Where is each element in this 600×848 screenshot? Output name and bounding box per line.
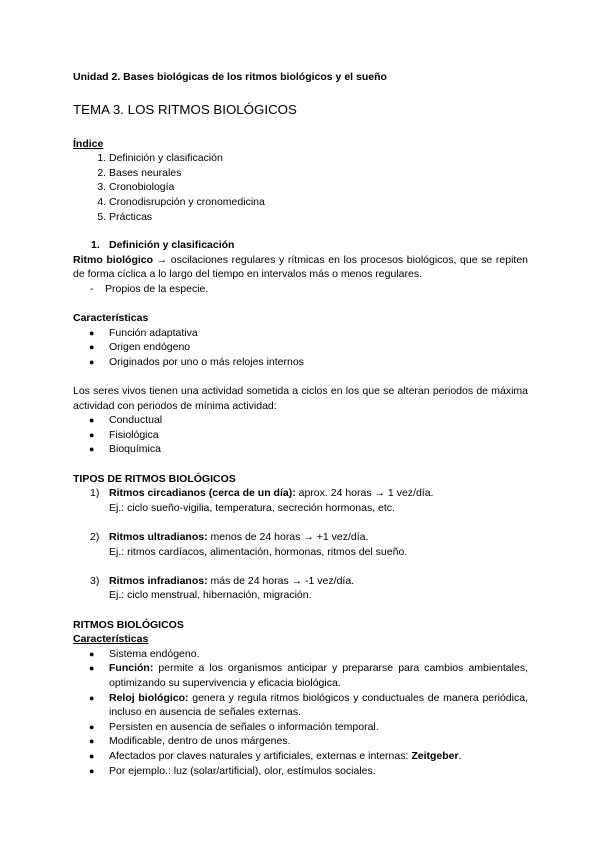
rhythm-example: Ej.: ritmos cardíacos, alimentación, hormonas, ritmos del sueño. [109,545,408,558]
rhythm-number: 2) [90,531,100,544]
rhythm-item [73,530,528,559]
list-item: ● Bioquímica [73,442,528,457]
rhythm-item [73,574,528,603]
rhythm-desc: más de 24 horas → -1 vez/día. [207,574,355,587]
rhythm-item [73,486,528,515]
index-item: 2. Bases neurales [109,166,528,181]
ritmos-list [73,647,528,778]
index-list [73,151,528,224]
list-item [73,691,528,720]
list-item [73,749,528,764]
item-text: genera y regula ritmos biológicos y conductuales de manera periódica, incluso en ausencia de señales externas. [109,691,528,719]
list-item: ● Conductual [73,413,528,428]
section-1-number: 1. [91,239,100,252]
list-item: ● Función adaptativa [73,326,528,341]
list-item: ● Por ejemplo.: luz (solar/artificial), olor, estímulos sociales. [73,764,528,779]
rhythm-number: 1) [90,487,100,500]
dash-item [73,282,528,297]
list-item: ● Persisten en ausencia de señales o información temporal. [73,720,528,735]
list-item: ● Originados por uno o más relojes internos [73,355,528,370]
rhythm-desc: aprox. 24 horas → 1 vez/día. [295,487,434,500]
ritmos-heading: RITMOS BIOLÓGICOS [73,618,184,631]
item-label: Función: [109,662,154,675]
rhythm-label: Ritmos ultradianos: [109,531,208,544]
rhythm-number: 3) [90,574,100,587]
definition-term: Ritmo biológico [73,253,154,266]
rhythm-example: Ej.: ciclo menstrual, hibernación, migración. [109,589,312,602]
index-heading: Índice [73,137,104,150]
rhythm-desc: menos de 24 horas → +1 vez/día. [207,531,369,544]
definition-paragraph [73,253,528,282]
section-1-title [73,238,528,253]
list-item: ● Modificable, dentro de unos márgenes. [73,734,528,749]
index-item: 4. Cronodisrupción y cronomedicina [109,195,528,210]
list-item: ● Sistema endógeno. [73,647,528,662]
list-item [73,661,528,690]
activity-paragraph: Los seres vivos tienen una actividad sometida a ciclos en los que se alteran periodos de máxima actividad con periodos de mínima actividad: [73,385,528,412]
characteristics-heading: Características [73,312,149,325]
item-text: permite a los organismos anticipar y prepararse para cambios ambientales, optimizando su supervivencia y eficacia biológica. [109,662,528,689]
section-1-label: Definición y clasificación [109,239,235,252]
rhythm-label: Ritmos circadianos (cerca de un día): [109,487,296,500]
item-label: Zeitgeber [411,749,459,762]
index-item: 1. Definición y clasificación [109,151,528,166]
types-heading: TIPOS DE RITMOS BIOLÓGICOS [73,472,236,485]
rhythm-example: Ej.: ciclo sueño-vigilia, temperatura, secreción hormonas, etc. [109,501,395,514]
unit-title: Unidad 2. Bases biológicas de los ritmos biológicos y el sueño [73,71,387,83]
activity-list [73,413,528,457]
index-item: 3. Cronobiología [109,180,528,195]
dash-item-text: Propios de la especie. [105,282,209,295]
item-text: Afectados por claves naturales y artificiales, externas e internas: [109,749,412,762]
definition-text: → oscilaciones regulares y rítmicas en los procesos biológicos, que se repiten de forma cíclica a lo largo del tiempo en intervalos más o menos regulares. [73,253,528,281]
ritmos-subheading: Características [73,633,149,646]
item-label: Reloj biológico: [109,691,189,704]
characteristics-list [73,326,528,370]
item-end: . [458,749,462,762]
rhythm-label: Ritmos infradianos: [109,574,208,587]
dash-bullet: - [90,282,94,295]
list-item: ● Fisiológica [73,428,528,443]
index-item: 5. Prácticas [109,210,528,225]
tema-title: TEMA 3. LOS RITMOS BIOLÓGICOS [73,101,297,117]
list-item: ● Origen endógeno [73,340,528,355]
